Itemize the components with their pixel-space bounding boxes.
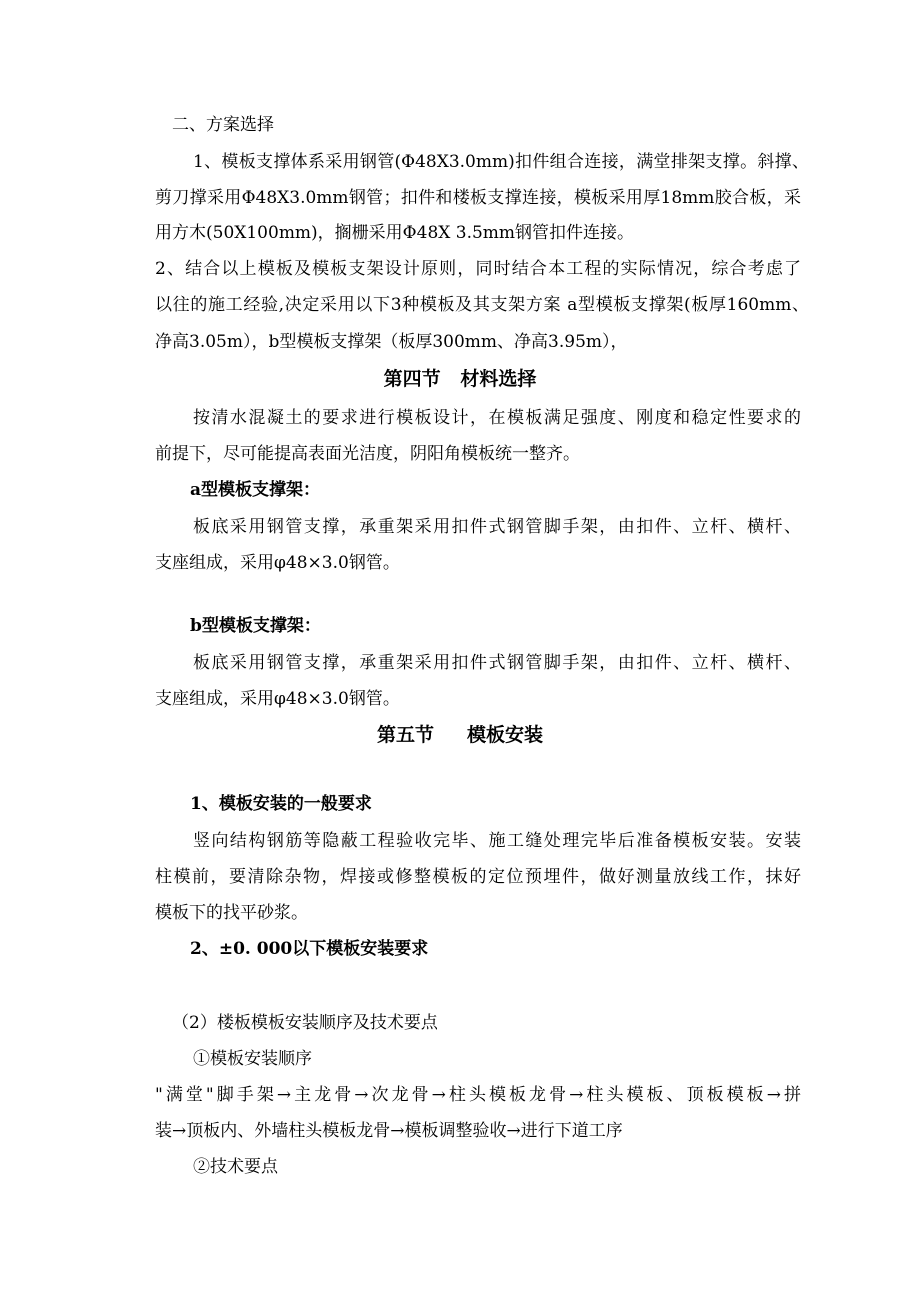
paragraph-line: 板底采用钢管支撑，承重架采用扣件式钢管脚手架，由扣件、立杆、横杆、	[193, 517, 801, 537]
section-title-scheme: 二、方案选择	[172, 115, 274, 135]
section-heading-materials: 第四节 材料选择	[383, 368, 537, 390]
subheading-below-zero-requirements: 2、±0. 000以下模板安装要求	[190, 939, 429, 959]
subheading-a-type: a型模板支撑架：	[190, 480, 321, 500]
paragraph-line: 剪刀撑采用Φ48X3.0mm钢管；扣件和楼板支撑连接，模板采用厚18mm胶合板，采	[155, 188, 801, 208]
paragraph-line: 竖向结构钢筋等隐蔽工程验收完毕、施工缝处理完毕后准备模板安装。安装	[193, 831, 801, 851]
subheading-installation-order: ①模板安装顺序	[193, 1049, 312, 1069]
paragraph-line: 1、模板支撑体系采用钢管(Φ48X3.0mm)扣件组合连接，满堂排架支撑。斜撑、	[193, 152, 809, 172]
paragraph-line: 前提下，尽可能提高表面光洁度，阴阳角模板统一整齐。	[155, 444, 580, 464]
subheading-floor-formwork: （2）楼板模板安装顺序及技术要点	[172, 1013, 438, 1033]
paragraph-line: 2、结合以上模板及模板支架设计原则，同时结合本工程的实际情况，综合考虑了	[155, 259, 801, 279]
paragraph-line: 支座组成，采用φ48×3.0钢管。	[155, 689, 400, 709]
paragraph-line: 板底采用钢管支撑，承重架采用扣件式钢管脚手架，由扣件、立杆、横杆、	[193, 653, 801, 673]
paragraph-line: "满堂"脚手架→主龙骨→次龙骨→柱头模板龙骨→柱头模板、顶板模板→拼	[155, 1085, 801, 1105]
paragraph-line: 装→顶板内、外墙柱头模板龙骨→模板调整验收→进行下道工序	[155, 1121, 623, 1141]
paragraph-line: 柱模前，要清除杂物，焊接或修整模板的定位预埋件，做好测量放线工作，抹好	[155, 867, 801, 887]
subheading-general-requirements: 1、模板安装的一般要求	[190, 794, 372, 814]
paragraph-line: 净高3.05m），b型模板支撑架（板厚300mm、净高3.95m），	[155, 332, 628, 352]
paragraph-line: 按清水混凝土的要求进行模板设计，在模板满足强度、刚度和稳定性要求的	[193, 408, 801, 428]
section-heading-installation: 第五节 模板安装	[376, 724, 544, 746]
paragraph-line: 以往的施工经验,决定采用以下3种模板及其支架方案 a型模板支撑架(板厚160mm、	[155, 295, 809, 315]
paragraph-line: 用方木(50X100mm)，搁栅采用Φ48X 3.5mm钢管扣件连接。	[155, 223, 635, 243]
paragraph-line: 模板下的找平砂浆。	[155, 903, 308, 923]
subheading-technical-points: ②技术要点	[193, 1157, 278, 1177]
subheading-b-type: b型模板支撑架：	[190, 616, 321, 636]
paragraph-line: 支座组成，采用φ48×3.0钢管。	[155, 553, 400, 573]
